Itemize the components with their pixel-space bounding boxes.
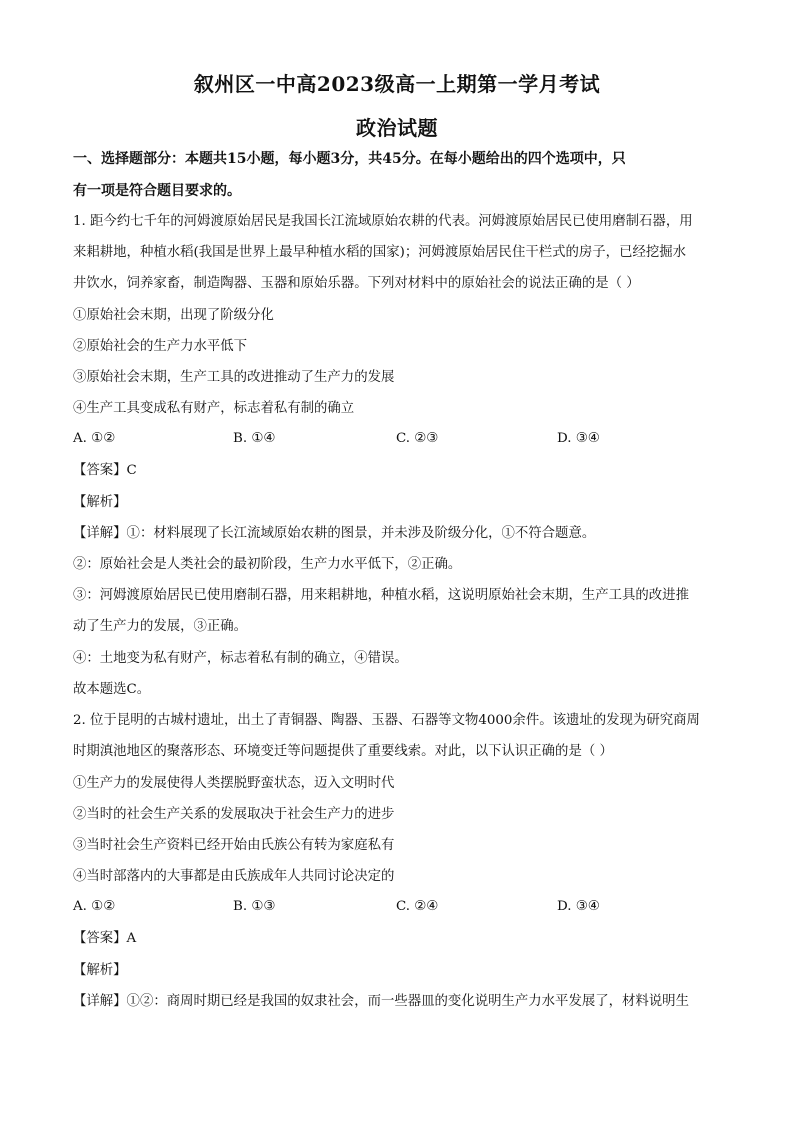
q1-detail-line-1: 【详解】①：材料展现了长江流域原始农耕的图景，并未涉及阶级分化，①不符合题意。: [73, 526, 596, 541]
q1-detail-line-3: ③：河姆渡原始居民已使用磨制石器，用来耜耕地，种植水稻，这说明原始社会末期，生产工具的改进推: [73, 588, 689, 603]
section-heading-line-2: 有一项是符合题目要求的。: [73, 183, 241, 199]
q1-option-c: C. ②③: [396, 431, 439, 446]
q1-item-4: ④生产工具变成私有财产，标志着私有制的确立: [73, 401, 355, 416]
q1-option-b: B. ①④: [233, 431, 276, 446]
q1-detail-line-5: ④：土地变为私有财产，标志着私有制的确立，④错误。: [73, 651, 408, 666]
section-heading-line-1: 一、选择题部分：本题共15小题，每小题3分，共45分。在每小题给出的四个选项中，只: [73, 151, 626, 167]
q1-detail-line-4: 动了生产力的发展，③正确。: [73, 619, 248, 634]
q1-detail-line-6: 故本题选C。: [73, 682, 151, 697]
q2-answer: 【答案】A: [73, 931, 137, 946]
q1-stem-line-2: 来耜耕地，种植水稻(我国是世界上最早种植水稻的国家)；河姆渡原始居民住干栏式的房子，已经挖掘水: [73, 245, 687, 260]
q1-analysis-label: 【解析】: [73, 495, 127, 510]
exam-subtitle: 政治试题: [356, 116, 438, 140]
q2-option-d: D. ③④: [557, 899, 600, 914]
q2-analysis-label: 【解析】: [73, 963, 127, 978]
q2-item-2: ②当时的社会生产关系的发展取决于社会生产力的进步: [73, 807, 395, 822]
q1-answer: 【答案】C: [73, 463, 137, 478]
q1-stem-line-3: 井饮水，饲养家畜，制造陶器、玉器和原始乐器。下列对材料中的原始社会的说法正确的是（ ）: [73, 276, 640, 291]
q1-option-d: D. ③④: [557, 431, 600, 446]
q1-item-1: ①原始社会末期，出现了阶级分化: [73, 308, 274, 323]
exam-title: 叙州区一中高2023级高一上期第一学月考试: [193, 72, 601, 96]
q2-stem-line-1: 2. 位于昆明的古城村遗址，出土了青铜器、陶器、玉器、石器等文物4000余件。该遗址的发现为研究商周: [73, 713, 700, 728]
q2-option-a: A. ①②: [73, 899, 116, 914]
q1-option-a: A. ①②: [73, 431, 116, 446]
q2-item-1: ①生产力的发展使得人类摆脱野蛮状态，迈入文明时代: [73, 776, 395, 791]
q1-item-3: ③原始社会末期，生产工具的改进推动了生产力的发展: [73, 370, 395, 385]
q2-item-4: ④当时部落内的大事都是由氏族成年人共同讨论决定的: [73, 869, 395, 884]
q2-option-b: B. ①③: [233, 899, 276, 914]
q2-detail-line-1: 【详解】①②：商周时期已经是我国的奴隶社会，而一些器皿的变化说明生产力水平发展了，材料说明生: [73, 994, 689, 1009]
q2-stem-line-2: 时期滇池地区的聚落形态、环境变迁等问题提供了重要线索。对此，以下认识正确的是（ ）: [73, 744, 613, 759]
q2-option-c: C. ②④: [396, 899, 439, 914]
q1-item-2: ②原始社会的生产力水平低下: [73, 339, 248, 354]
q1-detail-line-2: ②：原始社会是人类社会的最初阶段，生产力水平低下，②正确。: [73, 557, 462, 572]
q2-item-3: ③当时社会生产资料已经开始由氏族公有转为家庭私有: [73, 838, 395, 853]
q1-stem-line-1: 1. 距今约七千年的河姆渡原始居民是我国长江流域原始农耕的代表。河姆渡原始居民已使用磨制石器，用: [73, 214, 693, 229]
